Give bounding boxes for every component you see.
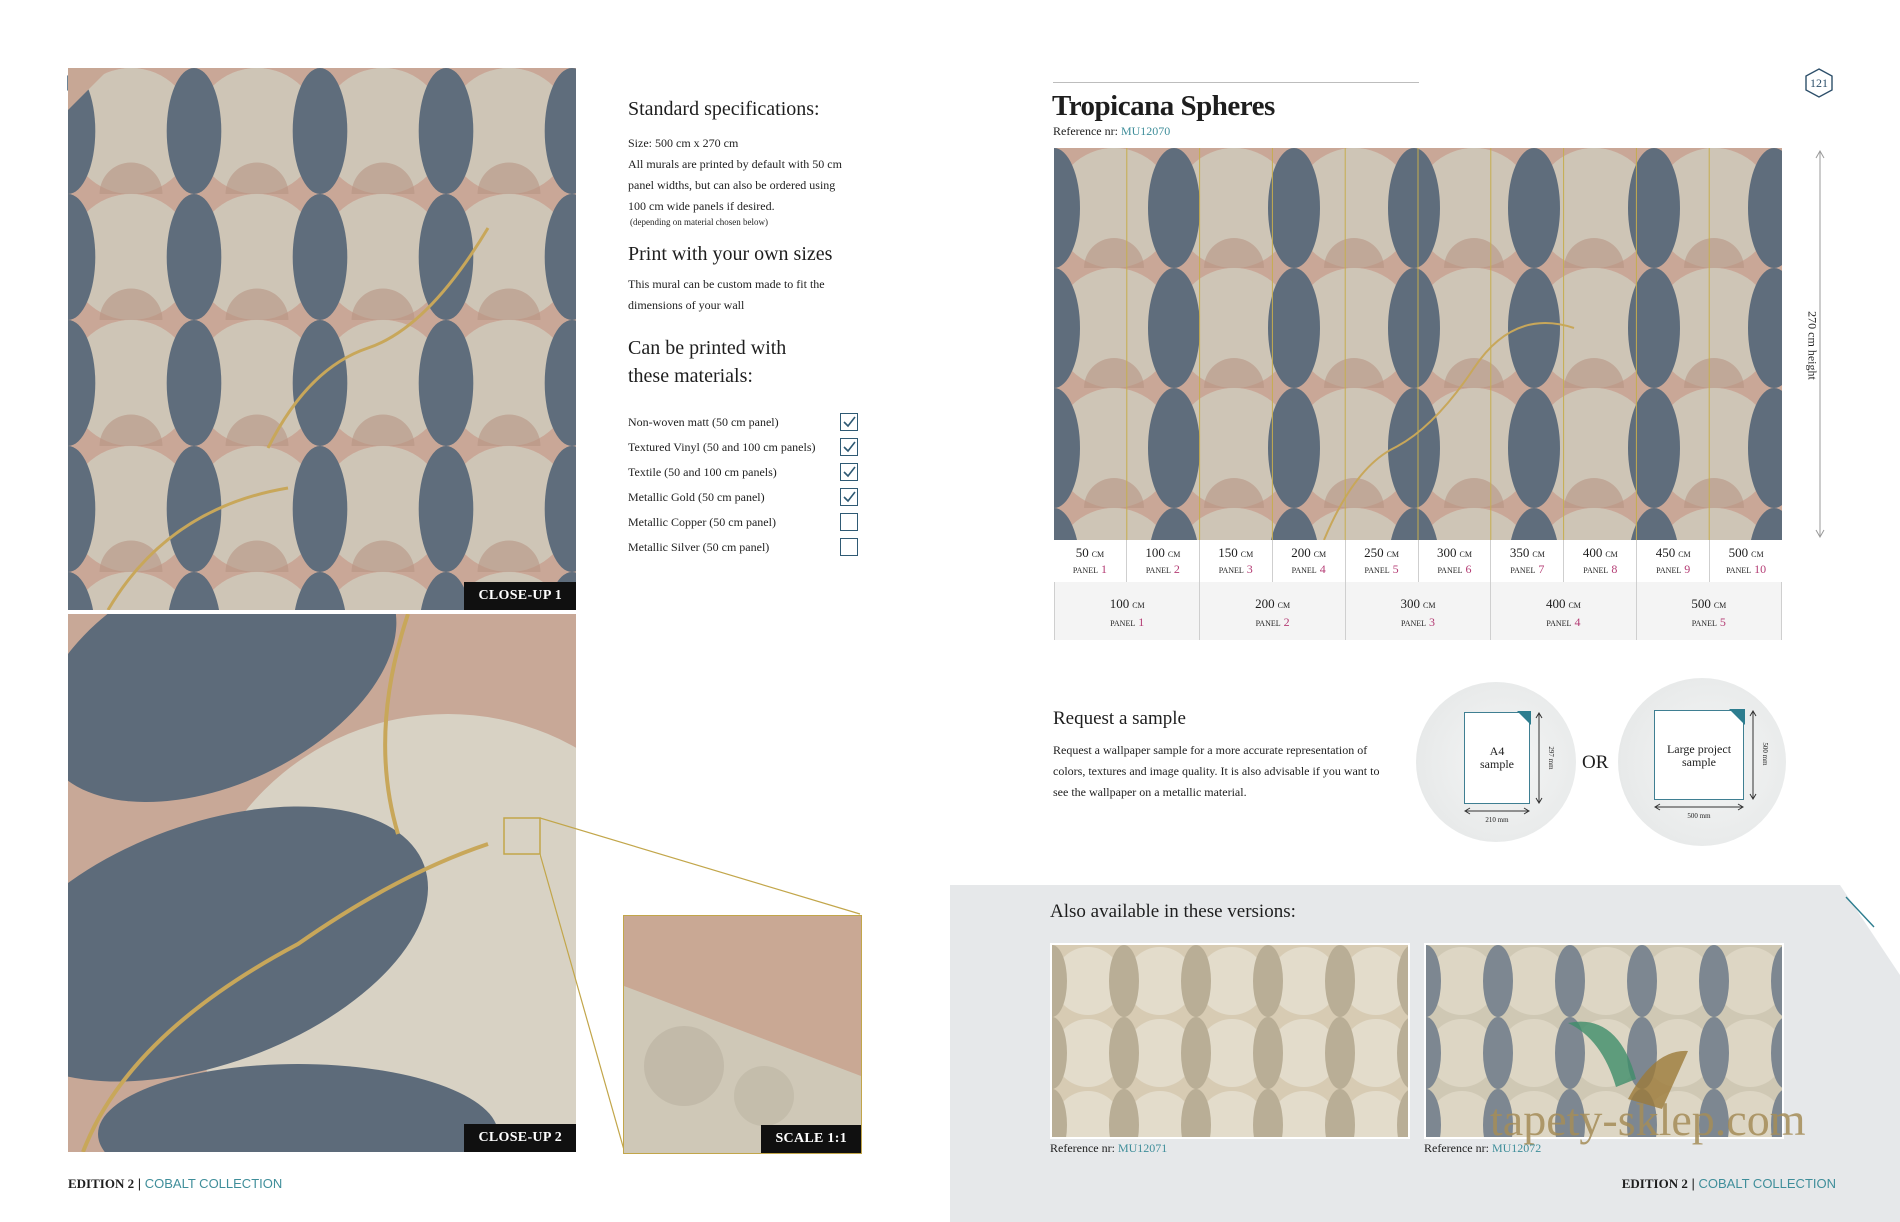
panel-cell: 300 CM PANEL 3 (1346, 582, 1491, 640)
sphere-pattern-closeup2 (68, 614, 576, 1152)
panel-size-grid (1054, 540, 1782, 640)
version-1-image[interactable] (1050, 943, 1410, 1139)
material-label: Textured Vinyl (50 and 100 cm panels) (628, 440, 816, 454)
height-label: 270 cm height (1805, 311, 1820, 380)
version-2-ref-label: Reference nr: (1424, 1141, 1489, 1155)
reference-code: MU12070 (1120, 124, 1171, 138)
material-row (628, 410, 858, 435)
footer-sep-left: | (137, 1176, 142, 1191)
footer-right (1622, 1176, 1836, 1192)
reference-label: Reference nr: (1053, 124, 1118, 138)
spec-text-2: panel widths, but can also be ordered using (628, 178, 836, 192)
large-sample-document (1654, 710, 1744, 800)
width-arrow-icon (1654, 802, 1744, 812)
title-rule (1053, 82, 1419, 83)
version-1-ref-code: MU12071 (1117, 1141, 1168, 1155)
footer-edition-right: EDITION 2 (1621, 1176, 1688, 1191)
specifications-block (628, 98, 888, 390)
materials-title-1: Can be printed with (628, 337, 787, 359)
material-label: Non-woven matt (50 cm panel) (628, 415, 779, 429)
check-icon (842, 415, 856, 429)
or-label: OR (1582, 752, 1609, 773)
sample-text-1: Request a wallpaper sample for a more accurate representation of (1053, 743, 1368, 757)
panel-cell: 300 CM PANEL 6 (1419, 540, 1492, 582)
panel-cell: 450 CM PANEL 9 (1637, 540, 1710, 582)
large-height-label: 500 mm (1761, 742, 1769, 766)
page-fold-icon (1517, 711, 1531, 725)
material-label: Metallic Copper (50 cm panel) (628, 515, 776, 529)
panel-divider-lines (1054, 148, 1782, 540)
versions-title: Also available in these versions: (1050, 901, 1296, 922)
closeup-2-image (68, 614, 576, 1152)
material-row (628, 435, 858, 460)
material-label: Textile (50 and 100 cm panels) (628, 465, 777, 479)
footer-sep-right: | (1691, 1176, 1695, 1191)
product-title: Tropicana Spheres (1052, 90, 1275, 122)
material-checkbox[interactable] (840, 538, 858, 556)
page-number-badge-right (1804, 68, 1834, 98)
panel-cell: 250 CM PANEL 5 (1346, 540, 1419, 582)
sample-text-2: colors, textures and image quality. It is also advisable if you want to (1053, 764, 1380, 778)
large-sample-circle[interactable] (1618, 678, 1786, 846)
panel-cell: 400 CM PANEL 4 (1491, 582, 1636, 640)
check-icon (842, 440, 856, 454)
footer-left (68, 1176, 282, 1192)
panel-cell: 100 CM PANEL 1 (1054, 582, 1200, 640)
a4-height-label: 297 mm (1547, 746, 1555, 770)
check-icon (842, 490, 856, 504)
material-row (628, 510, 858, 535)
material-checkbox[interactable] (840, 463, 858, 481)
version-1-reference (1050, 1141, 1167, 1156)
texture-closeup (624, 916, 861, 1153)
sphere-pattern-closeup1 (68, 68, 576, 610)
closeup-1-image (68, 68, 576, 610)
material-label: Metallic Gold (50 cm panel) (628, 490, 765, 504)
panel-cell: 500 CM PANEL 10 (1726, 545, 1767, 576)
panel-cell: 400 CM PANEL 8 (1564, 540, 1637, 582)
spec-size: Size: 500 cm x 270 cm (628, 136, 739, 150)
panel-cell: 200 CM PANEL 4 (1273, 540, 1346, 582)
large-label-1: Large project (1666, 742, 1732, 756)
print-sizes-title: Print with your own sizes (628, 243, 833, 265)
version-1-ref-label: Reference nr: (1050, 1141, 1115, 1155)
a4-width-label: 210 mm (1485, 816, 1509, 824)
height-arrow-icon (1748, 710, 1758, 800)
materials-title-2: these materials: (628, 365, 753, 387)
scale-label: SCALE 1:1 (761, 1125, 861, 1153)
watermark-text: tapety-sklep.com (1490, 1094, 1806, 1145)
print-sizes-text-1: This mural can be custom made to fit the (628, 277, 825, 291)
material-row (628, 535, 858, 560)
closeup-1-label: CLOSE-UP 1 (464, 582, 576, 610)
panel-cell: 200 CM PANEL 2 (1200, 582, 1345, 640)
version-2-ref-code: MU12072 (1491, 1141, 1542, 1155)
sample-title: Request a sample (1053, 708, 1186, 729)
material-row (628, 485, 858, 510)
check-icon (842, 465, 856, 479)
versions-panel (950, 885, 1900, 1222)
panel-row-50cm (1054, 540, 1782, 582)
specs-title: Standard specifications: (628, 98, 820, 120)
spec-text-1: All murals are printed by default with 50 cm (628, 157, 842, 171)
print-sizes-text-2: dimensions of your wall (628, 298, 745, 312)
large-width-label: 500 mm (1687, 812, 1711, 820)
width-arrow-icon (1464, 806, 1530, 816)
panel-cell: 500 CM PANEL 5 (1637, 582, 1782, 640)
material-checkbox[interactable] (840, 413, 858, 431)
footer-edition-left: EDITION 2 (68, 1176, 135, 1191)
a4-sample-circle[interactable] (1416, 682, 1576, 842)
large-label-2: sample (1682, 755, 1716, 769)
footer-collection-right: COBALT COLLECTION (1698, 1176, 1836, 1191)
page-number-right: 121 (1810, 76, 1828, 90)
spec-note: (depending on material chosen below) (630, 217, 768, 227)
panel-cell: 100 CM PANEL 2 (1127, 540, 1200, 582)
panel-cell: 150 CM PANEL 3 (1200, 540, 1273, 582)
panel-row-100cm (1054, 582, 1782, 640)
sphere-pattern-cream (1052, 945, 1408, 1137)
page-fold-icon (1729, 709, 1745, 725)
panel-cell: 350 CM PANEL 7 (1491, 540, 1564, 582)
sample-text (1053, 740, 1413, 803)
scale-sample-image (623, 915, 862, 1154)
a4-label-1: A4 (1489, 744, 1505, 758)
material-label: Metallic Silver (50 cm panel) (628, 540, 770, 554)
height-arrow-icon (1534, 712, 1544, 804)
corner-cut-decoration (1840, 885, 1900, 975)
material-checkbox[interactable] (840, 513, 858, 531)
sample-text-3: see the wallpaper on a metallic material. (1053, 785, 1247, 799)
material-checkbox[interactable] (840, 438, 858, 456)
a4-sample-document (1464, 712, 1530, 804)
panel-cell: 50 CM PANEL 1 (1054, 540, 1127, 582)
material-checkbox[interactable] (840, 488, 858, 506)
materials-list (628, 410, 858, 565)
product-reference (1053, 124, 1170, 139)
footer-collection-left: COBALT COLLECTION (144, 1176, 283, 1191)
closeup-2-label: CLOSE-UP 2 (464, 1124, 576, 1152)
spec-text-3: 100 cm wide panels if desired. (628, 199, 775, 213)
material-row (628, 460, 858, 485)
a4-label-2: sample (1480, 757, 1514, 771)
